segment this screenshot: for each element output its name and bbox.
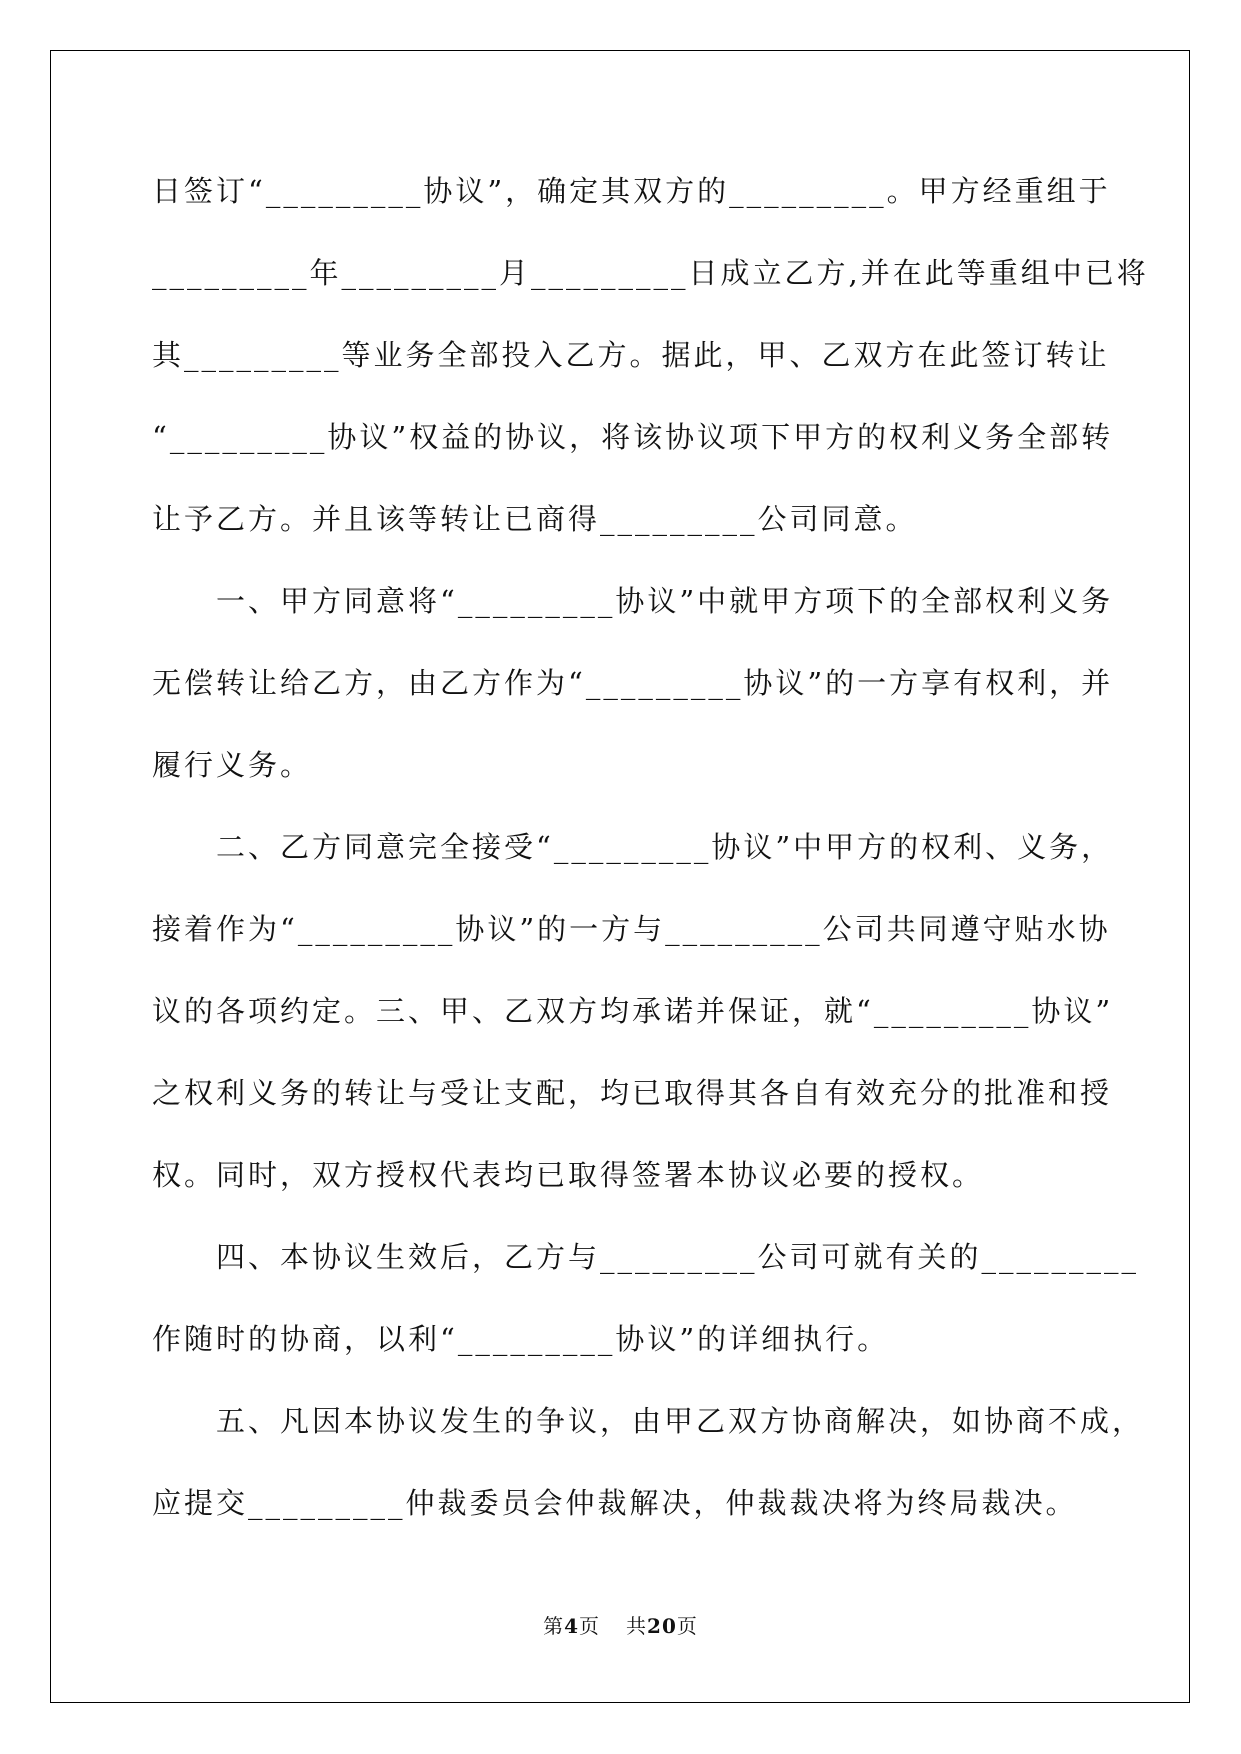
- text-line: 履行义务。: [152, 748, 313, 782]
- text-line: 五、凡因本协议发生的争议，由甲乙双方协商解决，如协商不成，: [216, 1404, 1145, 1438]
- text-line: 之权利义务的转让与受让支配，均已取得其各自有效充分的批准和授: [152, 1076, 1113, 1110]
- text-line: 无偿转让给乙方，由乙方作为“_________协议”的一方享有权利，并: [152, 666, 1114, 700]
- text-line: 四、本协议生效后，乙方与_________公司可就有关的_________: [216, 1240, 1140, 1274]
- page-label-prefix: 第: [543, 1614, 565, 1638]
- text-line: 权。同时，双方授权代表均已取得签署本协议必要的授权。: [152, 1158, 985, 1192]
- page-label-suffix: 页: [579, 1614, 601, 1638]
- text-line: _________年_________月_________日成立乙方,并在此等重组中已将: [152, 256, 1149, 290]
- text-line: 其_________等业务全部投入乙方。据此，甲、乙双方在此签订转让: [152, 338, 1110, 372]
- text-line: 接着作为“_________协议”的一方与_________公司共同遵守贴水协: [152, 912, 1111, 946]
- text-line: “_________协议”权益的协议，将该协议项下甲方的权利义务全部转: [152, 420, 1114, 454]
- page-number: 4: [564, 1614, 580, 1638]
- total-label-suffix: 页: [676, 1614, 698, 1638]
- total-pages: 20: [647, 1614, 677, 1638]
- text-line: 作随时的协商，以利“_________协议”的详细执行。: [152, 1322, 890, 1356]
- text-line: 让予乙方。并且该等转让已商得_________公司同意。: [152, 502, 918, 536]
- text-line: 议的各项约定。三、甲、乙双方均承诺并保证，就“_________协议”: [152, 994, 1114, 1028]
- text-line: 二、乙方同意完全接受“_________协议”中甲方的权利、义务，: [216, 830, 1114, 864]
- text-line: 一、甲方同意将“_________协议”中就甲方项下的全部权利义务: [216, 584, 1114, 618]
- text-line: 日签订“_________协议”，确定其双方的_________。甲方经重组于: [152, 174, 1111, 208]
- document-body: [152, 150, 1149, 1544]
- total-label-prefix: 共: [626, 1614, 648, 1638]
- text-line: 应提交_________仲裁委员会仲裁解决，仲裁裁决将为终局裁决。: [152, 1486, 1078, 1520]
- page-footer: [0, 1610, 1241, 1639]
